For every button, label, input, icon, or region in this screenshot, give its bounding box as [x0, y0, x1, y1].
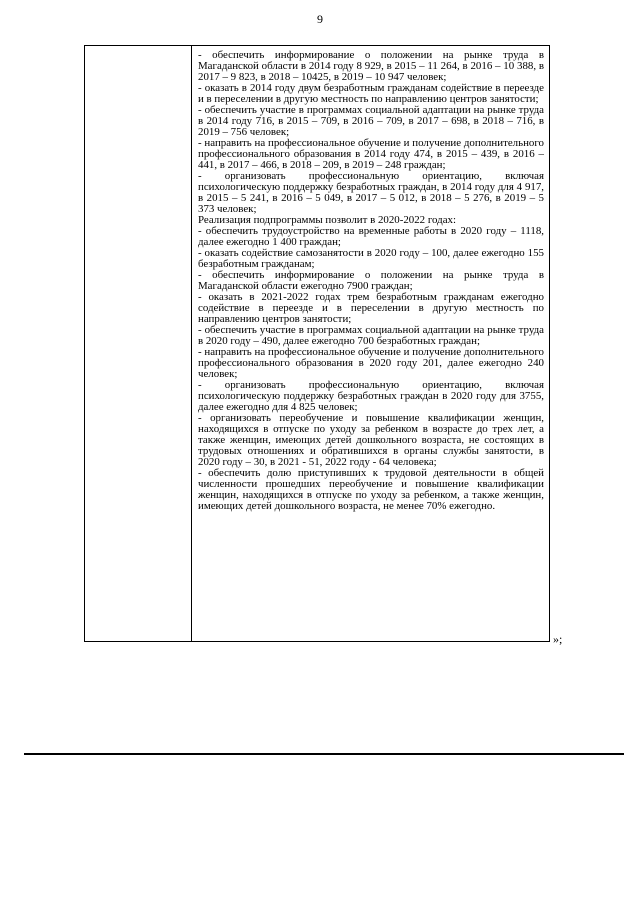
- table-paragraph: - организовать переобучение и повышение квалификации женщин, находящихся в отпуске по уходу за ребенком в возрасте до трех лет, а также женщин, имеющих детей дошкольного возраста, не состоящих в трудовых отношениях и обратившихся в органы службы занятости, в 2020 году – 30, в 2021 - 51, 2022 году - 64 человека;: [198, 412, 544, 468]
- table-paragraph: - оказать в 2014 году двум безработным гражданам содействие в переезде и в переселении в другую местность по направлению центров занятости;: [198, 82, 544, 105]
- table-paragraph: - обеспечить долю приступивших к трудовой деятельности в общей численности прошедших переобучение и повышение квалификации женщин, находящихся в отпуске по уходу за ребенком, а также женщин, имеющих детей дошкольного возраста, не менее 70% ежегодно.: [198, 467, 544, 512]
- table-paragraph: - направить на профессиональное обучение и получение дополнительного профессионального образования в 2020 году 201, далее ежегодно 240 человек;: [198, 346, 544, 380]
- table-paragraph: - оказать в 2021-2022 годах трем безработным гражданам ежегодно содействие в переезде и в переселении в другую местность по направлению центров занятости;: [198, 291, 544, 325]
- table-right-cell: [192, 46, 549, 641]
- table-paragraph: - обеспечить информирование о положении на рынке труда в Магаданской области в 2014 году 8 929, в 2015 – 11 264, в 2016 – 10 388, в 2017 – 9 823, в 2018 – 10425, в 2019 – 10 947 человек;: [198, 49, 544, 83]
- table-paragraph: - направить на профессиональное обучение и получение дополнительного профессионального образования в 2014 году 474, в 2015 – 439, в 2016 – 441, в 2017 – 466, в 2018 – 209, в 2019 – 248 граждан;: [198, 137, 544, 171]
- table-paragraph: - организовать профессиональную ориентацию, включая психологическую поддержку безработных граждан, в 2014 году для 4 917, в 2015 – 5 241, в 2016 – 5 049, в 2017 – 5 012, в 2018 – 5 276, в 2019 – 5 373 человек;: [198, 170, 544, 215]
- table-paragraph: - обеспечить участие в программах социальной адаптации на рынке труда в 2020 году – 490, далее ежегодно 700 безработных граждан;: [198, 324, 544, 347]
- table-paragraph: - оказать содействие самозанятости в 2020 году – 100, далее ежегодно 155 безработным гражданам;: [198, 247, 544, 270]
- closing-quote-mark: »;: [553, 632, 563, 646]
- table-left-cell: [85, 46, 192, 641]
- document-table: [84, 45, 550, 642]
- table-paragraph: - организовать профессиональную ориентацию, включая психологическую поддержку безработных граждан в 2020 году для 3755, далее ежегодно для 4 825 человек;: [198, 379, 544, 413]
- table-paragraph: - обеспечить участие в программах социальной адаптации на рынке труда в 2014 году 716, в 2015 – 709, в 2016 – 709, в 2017 – 698, в 2018 – 716, в 2019 – 756 человек;: [198, 104, 544, 138]
- footer-divider: [24, 753, 624, 755]
- section-heading: Реализация подпрограммы позволит в 2020-2022 годах:: [198, 214, 457, 226]
- table-paragraph: - обеспечить трудоустройство на временные работы в 2020 году – 1118, далее ежегодно 1 400 граждан;: [198, 225, 544, 248]
- table-paragraph: - обеспечить информирование о положении на рынке труда в Магаданской области ежегодно 7900 граждан;: [198, 269, 544, 292]
- page-number: 9: [317, 12, 323, 26]
